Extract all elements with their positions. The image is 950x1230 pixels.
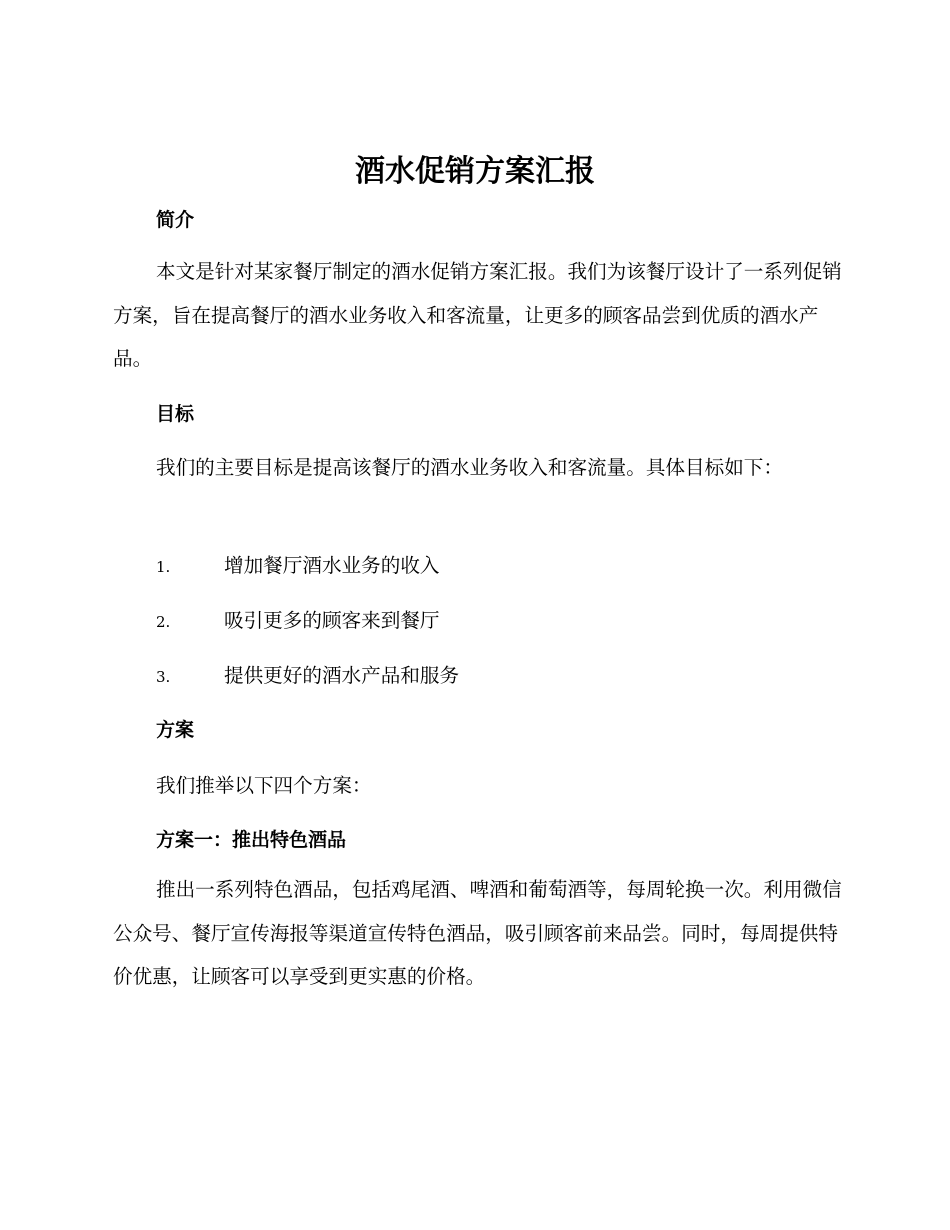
goal-list-number: 1. (156, 558, 171, 576)
goal-list-text: 增加餐厅酒水业务的收入 (224, 554, 440, 577)
goal-list-number: 3. (156, 668, 171, 686)
goal-list-text: 吸引更多的顾客来到餐厅 (224, 609, 440, 632)
document-title: 酒水促销方案汇报 (355, 154, 595, 189)
goal-list-number: 2. (156, 613, 171, 631)
plans-heading: 方案 (156, 719, 195, 741)
plan-one-paragraph: 推出一系列特色酒品，包括鸡尾酒、啤酒和葡萄酒等，每周轮换一次。利用微信公众号、餐厅宣传海报等渠道宣传特色酒品，吸引顾客前来品尝。同时，每周提供特价优惠，让顾客可以享受到更实惠的价格。 (113, 878, 842, 988)
intro-heading: 简介 (156, 209, 195, 231)
plans-paragraph: 我们推举以下四个方案： (156, 774, 372, 797)
plan-one-heading: 方案一：推出特色酒品 (156, 829, 347, 851)
goal-list-item (156, 607, 846, 635)
goals-paragraph: 我们的主要目标是提高该餐厅的酒水业务收入和客流量。具体目标如下： (156, 456, 783, 479)
goals-heading: 目标 (156, 403, 195, 425)
goal-list-item (156, 552, 846, 580)
goal-list-item (156, 662, 846, 690)
intro-paragraph: 本文是针对某家餐厅制定的酒水促销方案汇报。我们为该餐厅设计了一系列促销方案，旨在提高餐厅的酒水业务收入和客流量，让更多的顾客品尝到优质的酒水产品。 (113, 260, 842, 370)
goal-list-text: 提供更好的酒水产品和服务 (224, 664, 460, 687)
